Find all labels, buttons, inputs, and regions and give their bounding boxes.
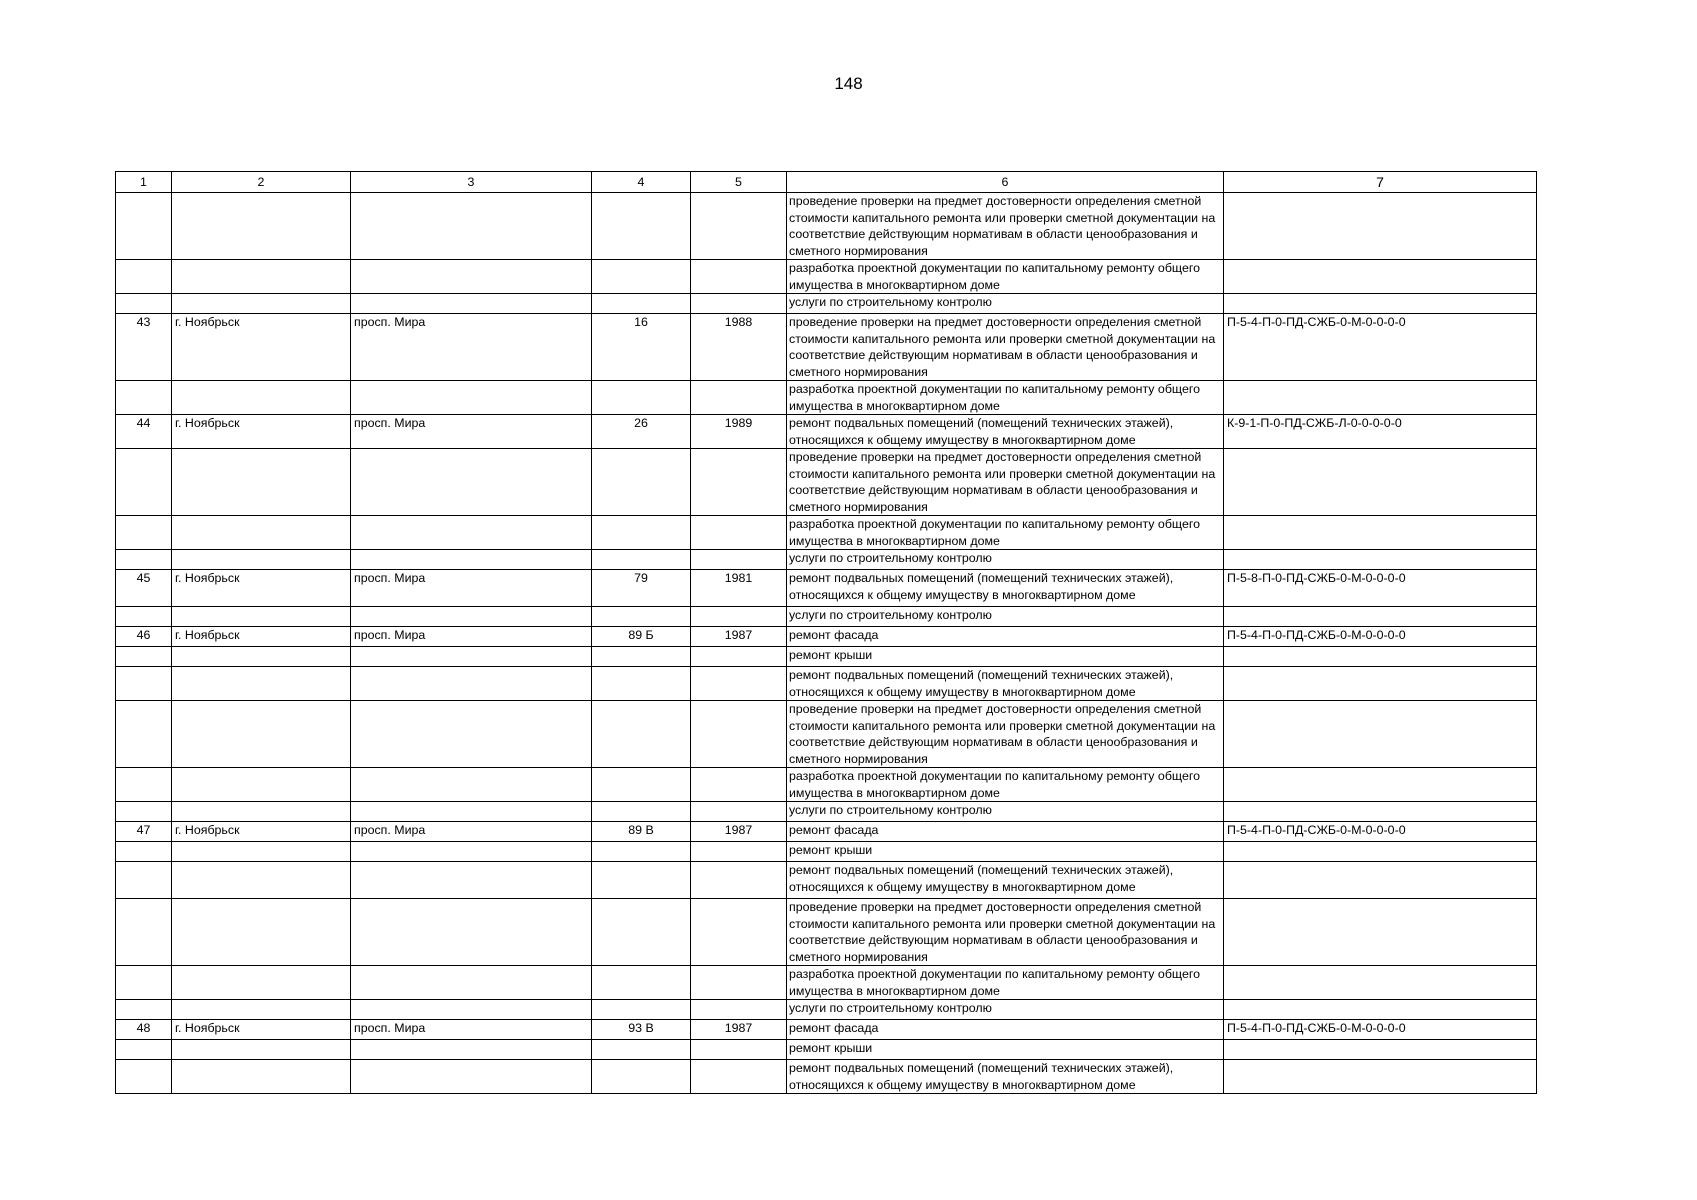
cell-year (691, 1040, 787, 1060)
cell-city: г. Ноябрьск (172, 627, 351, 647)
cell-house (592, 1040, 691, 1060)
cell-city (172, 193, 351, 260)
cell-number (116, 1000, 172, 1020)
cell-number (116, 667, 172, 701)
table-row (116, 415, 1537, 449)
cell-house (592, 842, 691, 862)
table-row (116, 1040, 1537, 1060)
cell-year (691, 899, 787, 966)
cell-city (172, 862, 351, 899)
cell-street (351, 260, 592, 294)
cell-code (1224, 667, 1537, 701)
cell-street (351, 294, 592, 314)
works-table (115, 171, 1537, 1094)
cell-work-type: ремонт крыши (787, 842, 1224, 862)
cell-house (592, 516, 691, 550)
cell-house (592, 1000, 691, 1020)
cell-code (1224, 647, 1537, 667)
cell-street (351, 1060, 592, 1094)
cell-number (116, 550, 172, 570)
table-row (116, 1060, 1537, 1094)
column-header: 4 (592, 172, 691, 193)
table-row (116, 899, 1537, 966)
cell-year (691, 193, 787, 260)
cell-work-type: ремонт фасада (787, 627, 1224, 647)
cell-house: 26 (592, 415, 691, 449)
cell-city (172, 294, 351, 314)
column-header: 6 (787, 172, 1224, 193)
cell-year (691, 842, 787, 862)
cell-city (172, 449, 351, 516)
cell-number (116, 899, 172, 966)
cell-work-type: ремонт крыши (787, 647, 1224, 667)
cell-house (592, 449, 691, 516)
cell-city (172, 647, 351, 667)
cell-code: П-5-4-П-0-ПД-СЖБ-0-М-0-0-0-0 (1224, 314, 1537, 381)
cell-house (592, 193, 691, 260)
cell-city (172, 802, 351, 822)
cell-city (172, 381, 351, 415)
cell-house: 93 В (592, 1020, 691, 1040)
cell-house (592, 768, 691, 802)
cell-street (351, 966, 592, 1000)
cell-year: 1987 (691, 822, 787, 842)
cell-work-type: ремонт подвальных помещений (помещений технических этажей), относящихся к общему имуществу в многоквартирном доме (787, 570, 1224, 607)
table-row (116, 701, 1537, 768)
cell-work-type: разработка проектной документации по капитальному ремонту общего имущества в многоквартирном доме (787, 381, 1224, 415)
cell-street (351, 701, 592, 768)
table-row (116, 862, 1537, 899)
cell-year (691, 607, 787, 627)
cell-work-type: проведение проверки на предмет достоверности определения сметной стоимости капитального ремонта или проверки сметной документации на соответствие действующим нормативам в области ценообразования и сметного нормирования (787, 314, 1224, 381)
cell-number (116, 516, 172, 550)
cell-year (691, 449, 787, 516)
cell-house: 89 Б (592, 627, 691, 647)
cell-number (116, 607, 172, 627)
cell-street (351, 647, 592, 667)
cell-street (351, 607, 592, 627)
cell-city (172, 899, 351, 966)
cell-city: г. Ноябрьск (172, 314, 351, 381)
table-row (116, 768, 1537, 802)
cell-house (592, 294, 691, 314)
cell-street (351, 516, 592, 550)
cell-year: 1988 (691, 314, 787, 381)
cell-number (116, 842, 172, 862)
cell-work-type: услуги по строительному контролю (787, 294, 1224, 314)
cell-year (691, 1060, 787, 1094)
cell-work-type: ремонт подвальных помещений (помещений технических этажей), относящихся к общему имуществу в многоквартирном доме (787, 862, 1224, 899)
cell-work-type: ремонт фасада (787, 1020, 1224, 1040)
table-row (116, 667, 1537, 701)
cell-work-type: услуги по строительному контролю (787, 550, 1224, 570)
cell-city (172, 607, 351, 627)
cell-year: 1987 (691, 627, 787, 647)
cell-city (172, 1000, 351, 1020)
cell-work-type: услуги по строительному контролю (787, 1000, 1224, 1020)
cell-number (116, 647, 172, 667)
column-header: 5 (691, 172, 787, 193)
cell-work-type: ремонт крыши (787, 1040, 1224, 1060)
cell-number (116, 768, 172, 802)
cell-city (172, 1040, 351, 1060)
cell-work-type: ремонт подвальных помещений (помещений технических этажей), относящихся к общему имуществу в многоквартирном доме (787, 415, 1224, 449)
cell-code (1224, 550, 1537, 570)
cell-code (1224, 768, 1537, 802)
cell-number: 46 (116, 627, 172, 647)
cell-number: 43 (116, 314, 172, 381)
cell-city (172, 550, 351, 570)
column-header: 2 (172, 172, 351, 193)
cell-number (116, 260, 172, 294)
cell-code (1224, 862, 1537, 899)
cell-house (592, 607, 691, 627)
cell-code (1224, 1000, 1537, 1020)
cell-work-type: проведение проверки на предмет достоверности определения сметной стоимости капитального ремонта или проверки сметной документации на соответствие действующим нормативам в области ценообразования и сметного нормирования (787, 701, 1224, 768)
cell-street (351, 842, 592, 862)
cell-work-type: проведение проверки на предмет достоверности определения сметной стоимости капитального ремонта или проверки сметной документации на соответствие действующим нормативам в области ценообразования и сметного нормирования (787, 449, 1224, 516)
cell-year: 1981 (691, 570, 787, 607)
cell-number: 47 (116, 822, 172, 842)
cell-year (691, 381, 787, 415)
cell-number (116, 449, 172, 516)
cell-work-type: разработка проектной документации по капитальному ремонту общего имущества в многоквартирном доме (787, 260, 1224, 294)
cell-code (1224, 966, 1537, 1000)
cell-city (172, 701, 351, 768)
cell-house (592, 260, 691, 294)
cell-code (1224, 842, 1537, 862)
cell-year (691, 862, 787, 899)
cell-number (116, 802, 172, 822)
page-number: 148 (834, 74, 863, 93)
cell-city: г. Ноябрьск (172, 415, 351, 449)
cell-street (351, 550, 592, 570)
cell-house (592, 550, 691, 570)
cell-street (351, 899, 592, 966)
cell-street (351, 449, 592, 516)
cell-code (1224, 381, 1537, 415)
cell-code (1224, 607, 1537, 627)
cell-year (691, 516, 787, 550)
cell-work-type: ремонт подвальных помещений (помещений технических этажей), относящихся к общему имуществу в многоквартирном доме (787, 1060, 1224, 1094)
column-header: 1 (116, 172, 172, 193)
table-row (116, 550, 1537, 570)
cell-code: П-5-4-П-0-ПД-СЖБ-0-М-0-0-0-0 (1224, 822, 1537, 842)
cell-street: просп. Мира (351, 627, 592, 647)
table-row (116, 294, 1537, 314)
cell-work-type: проведение проверки на предмет достоверности определения сметной стоимости капитального ремонта или проверки сметной документации на соответствие действующим нормативам в области ценообразования и сметного нормирования (787, 899, 1224, 966)
table-row (116, 1000, 1537, 1020)
cell-year (691, 966, 787, 1000)
cell-number (116, 1040, 172, 1060)
cell-work-type: ремонт фасада (787, 822, 1224, 842)
cell-code: П-5-4-П-0-ПД-СЖБ-0-М-0-0-0-0 (1224, 1020, 1537, 1040)
cell-code (1224, 193, 1537, 260)
cell-house (592, 1060, 691, 1094)
cell-number (116, 701, 172, 768)
cell-city: г. Ноябрьск (172, 1020, 351, 1040)
column-header: 7 (1224, 172, 1537, 193)
cell-year (691, 550, 787, 570)
cell-code (1224, 802, 1537, 822)
cell-city (172, 667, 351, 701)
header-row (116, 172, 1537, 193)
table-row (116, 381, 1537, 415)
cell-code: К-9-1-П-0-ПД-СЖБ-Л-0-0-0-0-0 (1224, 415, 1537, 449)
cell-year (691, 701, 787, 768)
cell-number (116, 966, 172, 1000)
table-row (116, 449, 1537, 516)
cell-year (691, 667, 787, 701)
table-row (116, 842, 1537, 862)
cell-street: просп. Мира (351, 822, 592, 842)
table-row (116, 260, 1537, 294)
cell-street (351, 1000, 592, 1020)
cell-city (172, 516, 351, 550)
table-row (116, 607, 1537, 627)
cell-street: просп. Мира (351, 570, 592, 607)
cell-city (172, 842, 351, 862)
table-row (116, 822, 1537, 842)
cell-house (592, 966, 691, 1000)
cell-house (592, 899, 691, 966)
cell-code: П-5-4-П-0-ПД-СЖБ-0-М-0-0-0-0 (1224, 627, 1537, 647)
cell-street (351, 381, 592, 415)
cell-house (592, 667, 691, 701)
cell-year (691, 768, 787, 802)
cell-street (351, 1040, 592, 1060)
cell-work-type: разработка проектной документации по капитальному ремонту общего имущества в многоквартирном доме (787, 516, 1224, 550)
cell-street (351, 802, 592, 822)
cell-house: 79 (592, 570, 691, 607)
cell-code (1224, 1040, 1537, 1060)
cell-code (1224, 701, 1537, 768)
cell-code (1224, 449, 1537, 516)
cell-code (1224, 1060, 1537, 1094)
table-row (116, 193, 1537, 260)
cell-work-type: разработка проектной документации по капитальному ремонту общего имущества в многоквартирном доме (787, 966, 1224, 1000)
cell-number: 44 (116, 415, 172, 449)
cell-work-type: проведение проверки на предмет достоверности определения сметной стоимости капитального ремонта или проверки сметной документации на соответствие действующим нормативам в области ценообразования и сметного нормирования (787, 193, 1224, 260)
table-row (116, 516, 1537, 550)
cell-year (691, 260, 787, 294)
cell-house (592, 381, 691, 415)
cell-street: просп. Мира (351, 415, 592, 449)
cell-work-type: разработка проектной документации по капитальному ремонту общего имущества в многоквартирном доме (787, 768, 1224, 802)
table-row (116, 802, 1537, 822)
table-row (116, 966, 1537, 1000)
cell-house (592, 701, 691, 768)
cell-city (172, 966, 351, 1000)
cell-street: просп. Мира (351, 314, 592, 381)
cell-city (172, 1060, 351, 1094)
cell-number: 45 (116, 570, 172, 607)
cell-city: г. Ноябрьск (172, 570, 351, 607)
cell-number: 48 (116, 1020, 172, 1040)
table-row (116, 314, 1537, 381)
cell-house (592, 862, 691, 899)
column-header: 3 (351, 172, 592, 193)
cell-work-type: услуги по строительному контролю (787, 607, 1224, 627)
cell-year (691, 294, 787, 314)
cell-city (172, 260, 351, 294)
cell-house (592, 802, 691, 822)
cell-code (1224, 516, 1537, 550)
cell-street (351, 768, 592, 802)
cell-number (116, 193, 172, 260)
table-row (116, 570, 1537, 607)
cell-number (116, 1060, 172, 1094)
cell-house: 89 В (592, 822, 691, 842)
cell-number (116, 862, 172, 899)
cell-street (351, 193, 592, 260)
cell-code (1224, 260, 1537, 294)
cell-code (1224, 294, 1537, 314)
cell-work-type: ремонт подвальных помещений (помещений технических этажей), относящихся к общему имуществу в многоквартирном доме (787, 667, 1224, 701)
cell-street (351, 862, 592, 899)
table-row (116, 647, 1537, 667)
table-row (116, 627, 1537, 647)
cell-street (351, 667, 592, 701)
table-body (116, 193, 1537, 1094)
cell-city (172, 768, 351, 802)
cell-work-type: услуги по строительному контролю (787, 802, 1224, 822)
table-row (116, 1020, 1537, 1040)
cell-year: 1987 (691, 1020, 787, 1040)
cell-year: 1989 (691, 415, 787, 449)
cell-city: г. Ноябрьск (172, 822, 351, 842)
cell-number (116, 381, 172, 415)
cell-year (691, 802, 787, 822)
cell-street: просп. Мира (351, 1020, 592, 1040)
cell-number (116, 294, 172, 314)
cell-year (691, 1000, 787, 1020)
cell-code (1224, 899, 1537, 966)
cell-house (592, 647, 691, 667)
cell-house: 16 (592, 314, 691, 381)
cell-code: П-5-8-П-0-ПД-СЖБ-0-М-0-0-0-0 (1224, 570, 1537, 607)
cell-year (691, 647, 787, 667)
